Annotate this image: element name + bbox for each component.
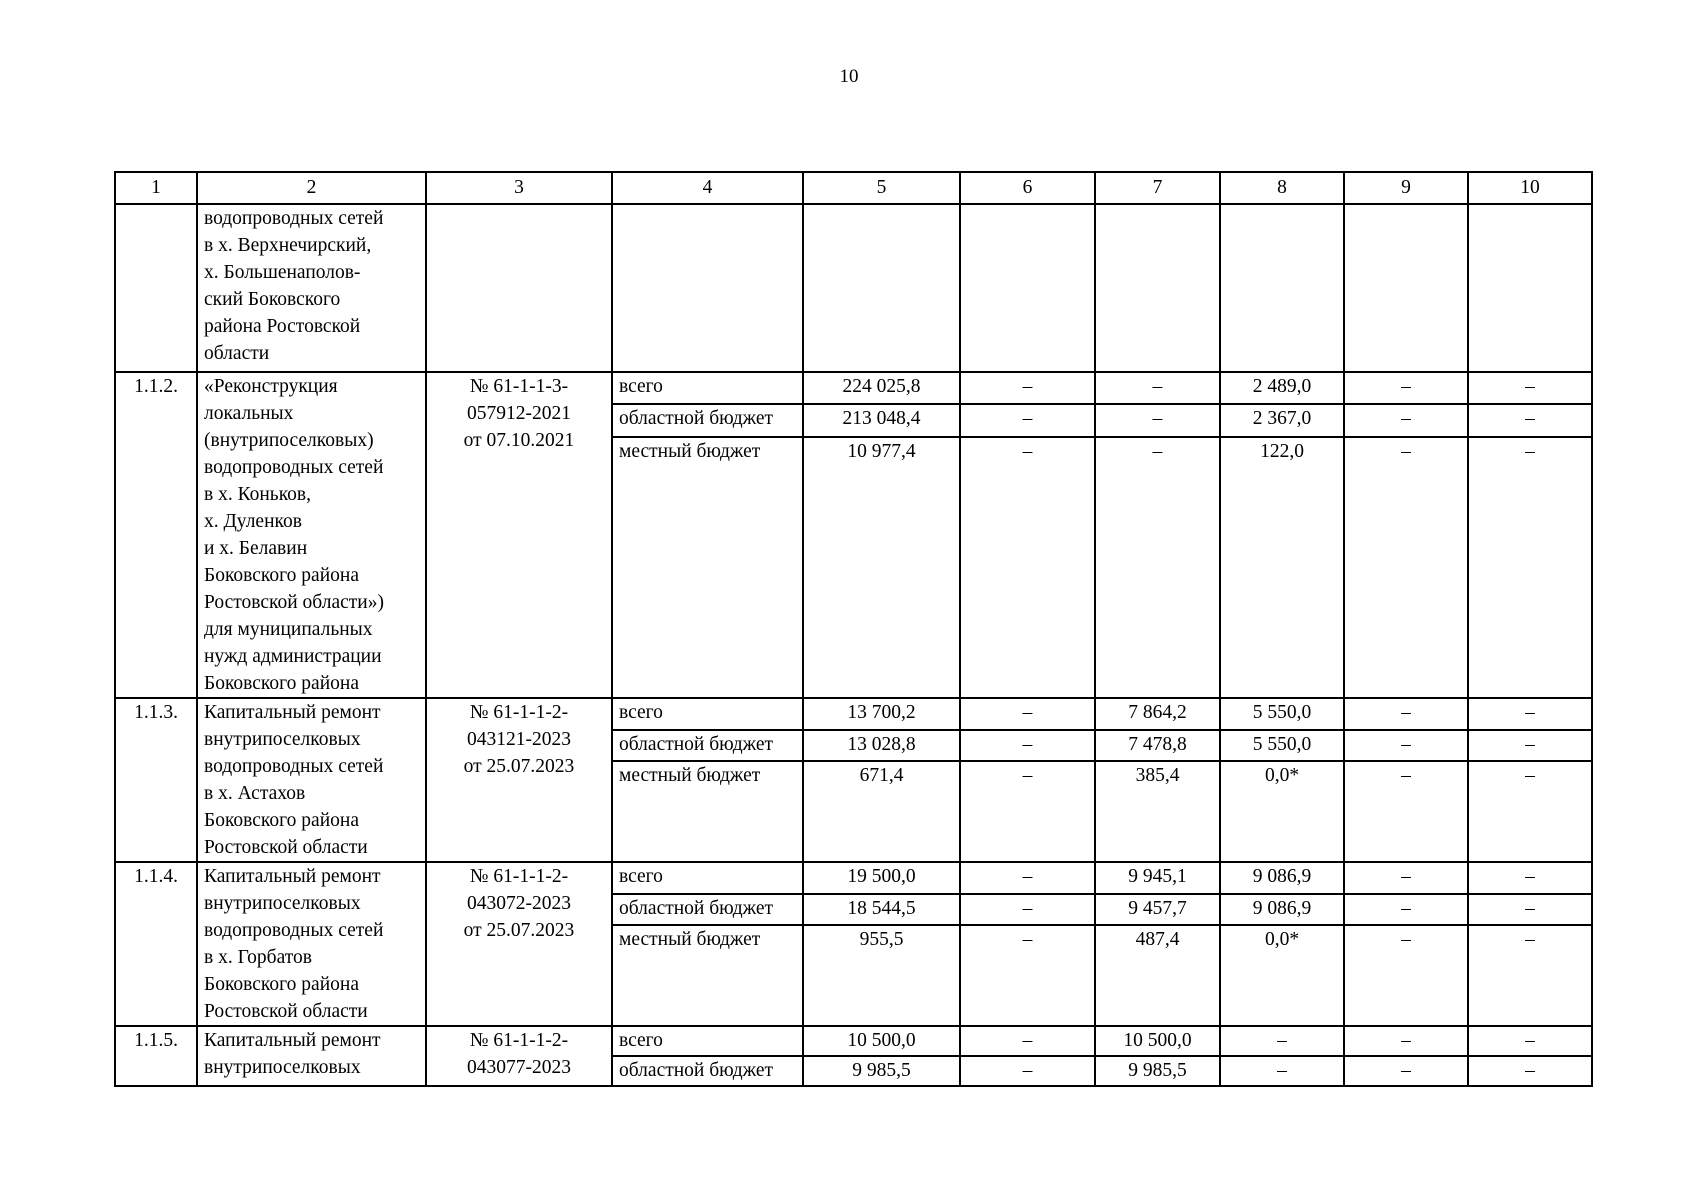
value-cell: 13 028,8 — [803, 730, 960, 762]
value-cell: 0,0* — [1220, 761, 1344, 862]
value-cell: 487,4 — [1095, 925, 1220, 1026]
item-number-cell — [115, 204, 197, 372]
value-cell: 9 457,7 — [1095, 894, 1220, 926]
contract-line: от 25.07.2023 — [463, 756, 575, 777]
value-cell: 7 478,8 — [1095, 730, 1220, 762]
item-name-line: Капитальный ремонт — [204, 1030, 381, 1051]
value-cell — [1095, 204, 1220, 372]
value-cell: – — [1344, 437, 1468, 698]
value-cell: 13 700,2 — [803, 698, 960, 730]
item-name-line: области — [204, 343, 270, 364]
value-cell: – — [960, 925, 1095, 1026]
value-cell: – — [960, 1026, 1095, 1056]
header-cell: 10 — [1468, 172, 1592, 204]
value-cell: – — [1344, 894, 1468, 926]
value-cell: – — [1344, 1026, 1468, 1056]
value-cell: – — [1220, 1056, 1344, 1086]
item-name-line: Боковского района — [204, 565, 359, 586]
value-cell: – — [960, 730, 1095, 762]
value-cell: – — [1095, 437, 1220, 698]
value-cell: – — [1468, 925, 1592, 1026]
item-number-cell: 1.1.3. — [115, 698, 197, 862]
value-cell: – — [960, 894, 1095, 926]
contract-line: от 25.07.2023 — [463, 920, 575, 941]
source-cell: областной бюджет — [612, 730, 803, 762]
item-name-line: Боковского района — [204, 810, 359, 831]
contract-cell — [426, 1026, 612, 1086]
value-cell: – — [960, 1056, 1095, 1086]
value-cell: – — [960, 404, 1095, 436]
item-name-line: внутрипоселковых — [204, 1057, 361, 1078]
value-cell: – — [1344, 925, 1468, 1026]
item-name-cell — [197, 698, 426, 862]
table-row — [115, 372, 1592, 404]
item-name-line: и х. Белавин — [204, 538, 308, 559]
item-name-line: водопроводных сетей — [204, 208, 384, 229]
value-cell: 9 086,9 — [1220, 894, 1344, 926]
value-cell: – — [1468, 894, 1592, 926]
item-number-cell: 1.1.5. — [115, 1026, 197, 1086]
value-cell — [960, 204, 1095, 372]
item-number-cell: 1.1.4. — [115, 862, 197, 1026]
value-cell: 9 086,9 — [1220, 862, 1344, 894]
item-name-line: водопроводных сетей — [204, 920, 384, 941]
header-cell: 8 — [1220, 172, 1344, 204]
header-cell: 6 — [960, 172, 1095, 204]
value-cell — [1468, 204, 1592, 372]
value-cell: – — [1468, 1056, 1592, 1086]
contract-cell — [426, 372, 612, 698]
item-name-line: внутрипоселковых — [204, 893, 361, 914]
header-cell: 9 — [1344, 172, 1468, 204]
contract-line: 043072-2023 — [467, 893, 571, 914]
item-name-line: «Реконструкция — [204, 376, 338, 397]
contract-line: № 61-1-1-3- — [469, 376, 569, 397]
value-cell: – — [1468, 730, 1592, 762]
header-cell: 3 — [426, 172, 612, 204]
item-name-line: Ростовской области») — [204, 592, 384, 613]
item-name-line: х. Дуленков — [204, 511, 302, 532]
value-cell: 10 500,0 — [803, 1026, 960, 1056]
value-cell: 2 489,0 — [1220, 372, 1344, 404]
item-name-line: в х. Астахов — [204, 783, 306, 804]
source-cell — [612, 204, 803, 372]
item-name-line: локальных — [204, 403, 294, 424]
value-cell: 9 985,5 — [1095, 1056, 1220, 1086]
source-cell: всего — [612, 698, 803, 730]
source-cell: всего — [612, 862, 803, 894]
value-cell: – — [1468, 372, 1592, 404]
source-cell: местный бюджет — [612, 761, 803, 862]
contract-cell — [426, 698, 612, 862]
value-cell: – — [1468, 1026, 1592, 1056]
value-cell: – — [1344, 404, 1468, 436]
item-name-line: Капитальный ремонт — [204, 866, 381, 887]
header-cell: 2 — [197, 172, 426, 204]
item-name-line: внутрипоселковых — [204, 729, 361, 750]
source-cell: всего — [612, 372, 803, 404]
funding-table — [114, 171, 1593, 1087]
contract-cell — [426, 204, 612, 372]
value-cell: 18 544,5 — [803, 894, 960, 926]
value-cell: 955,5 — [803, 925, 960, 1026]
value-cell: 19 500,0 — [803, 862, 960, 894]
value-cell: – — [1220, 1026, 1344, 1056]
continuation-row — [115, 204, 1592, 372]
value-cell: – — [960, 761, 1095, 862]
value-cell: 671,4 — [803, 761, 960, 862]
value-cell: – — [1468, 761, 1592, 862]
value-cell: 224 025,8 — [803, 372, 960, 404]
contract-line: № 61-1-1-2- — [469, 1030, 569, 1051]
value-cell: – — [1344, 698, 1468, 730]
value-cell: – — [1468, 698, 1592, 730]
value-cell: – — [960, 862, 1095, 894]
value-cell: – — [1468, 404, 1592, 436]
value-cell: 122,0 — [1220, 437, 1344, 698]
value-cell: – — [1344, 730, 1468, 762]
contract-cell — [426, 862, 612, 1026]
value-cell — [803, 204, 960, 372]
source-cell: всего — [612, 1026, 803, 1056]
value-cell: – — [960, 372, 1095, 404]
value-cell: – — [1344, 862, 1468, 894]
item-name-line: водопроводных сетей — [204, 756, 384, 777]
page-number: 10 — [839, 66, 859, 87]
value-cell — [1220, 204, 1344, 372]
item-name-cell — [197, 204, 426, 372]
contract-line: от 07.10.2021 — [463, 430, 575, 451]
item-name-line: Капитальный ремонт — [204, 702, 381, 723]
item-name-line: в х. Верхнечирский, — [204, 235, 372, 256]
item-name-line: х. Большенаполов- — [204, 262, 361, 283]
value-cell: 5 550,0 — [1220, 698, 1344, 730]
value-cell: – — [1095, 404, 1220, 436]
contract-line: 043077-2023 — [467, 1057, 571, 1078]
item-name-line: в х. Горбатов — [204, 947, 312, 968]
item-number-cell: 1.1.2. — [115, 372, 197, 698]
item-name-cell — [197, 372, 426, 698]
item-name-line: в х. Коньков, — [204, 484, 312, 505]
value-cell: – — [1468, 437, 1592, 698]
item-name-line: Ростовской области — [204, 837, 368, 858]
item-name-line: (внутрипоселковых) — [204, 430, 374, 451]
item-name-line: района Ростовской — [204, 316, 361, 337]
source-cell: местный бюджет — [612, 437, 803, 698]
item-name-line: водопроводных сетей — [204, 457, 384, 478]
header-cell: 4 — [612, 172, 803, 204]
value-cell: – — [1468, 862, 1592, 894]
value-cell: – — [1344, 372, 1468, 404]
source-cell: местный бюджет — [612, 925, 803, 1026]
item-name-line: для муниципальных — [204, 619, 373, 640]
header-cell: 5 — [803, 172, 960, 204]
value-cell: 9 985,5 — [803, 1056, 960, 1086]
value-cell: 0,0* — [1220, 925, 1344, 1026]
contract-line: 043121-2023 — [467, 729, 571, 750]
value-cell: 10 977,4 — [803, 437, 960, 698]
value-cell: – — [1344, 1056, 1468, 1086]
item-name-line: Боковского района — [204, 974, 359, 995]
contract-line: № 61-1-1-2- — [469, 702, 569, 723]
contract-line: 057912-2021 — [467, 403, 571, 424]
value-cell: 213 048,4 — [803, 404, 960, 436]
value-cell: – — [960, 437, 1095, 698]
value-cell — [1344, 204, 1468, 372]
value-cell: – — [1344, 761, 1468, 862]
value-cell: – — [960, 698, 1095, 730]
value-cell: 385,4 — [1095, 761, 1220, 862]
item-name-line: Ростовской области — [204, 1001, 368, 1022]
header-row — [115, 172, 1592, 204]
value-cell: – — [1095, 372, 1220, 404]
item-name-cell — [197, 862, 426, 1026]
item-name-cell — [197, 1026, 426, 1086]
value-cell: 10 500,0 — [1095, 1026, 1220, 1056]
source-cell: областной бюджет — [612, 894, 803, 926]
source-cell: областной бюджет — [612, 404, 803, 436]
contract-line: № 61-1-1-2- — [469, 866, 569, 887]
source-cell: областной бюджет — [612, 1056, 803, 1086]
table-row — [115, 1026, 1592, 1056]
item-name-line: Боковского района — [204, 673, 359, 694]
value-cell: 5 550,0 — [1220, 730, 1344, 762]
value-cell: 7 864,2 — [1095, 698, 1220, 730]
value-cell: 2 367,0 — [1220, 404, 1344, 436]
header-cell: 1 — [115, 172, 197, 204]
item-name-line: ский Боковского — [204, 289, 341, 310]
item-name-line: нужд администрации — [204, 646, 382, 667]
table-row — [115, 862, 1592, 894]
table-row — [115, 698, 1592, 730]
value-cell: 9 945,1 — [1095, 862, 1220, 894]
header-cell: 7 — [1095, 172, 1220, 204]
